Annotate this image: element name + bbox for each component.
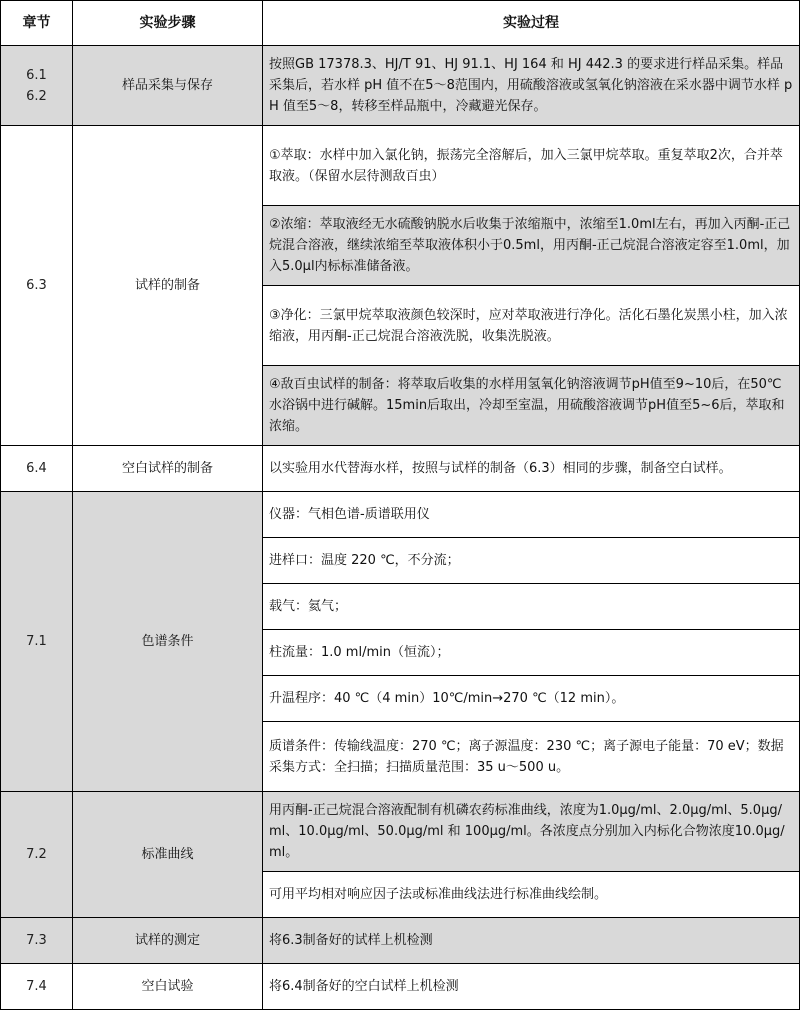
table-row [1, 792, 800, 872]
table-row [1, 964, 800, 1010]
process-cell: 按照GB 17378.3、HJ/T 91、HJ 91.1、HJ 164 和 HJ 442.3 的要求进行样品采集。样品采集后，若水样 pH 值不在5～8范围内，用硫酸溶液或氢氧化钠溶液在采水器中调节水样 pH 值至5～8，转移至样品瓶中，冷藏避光保存。 [263, 46, 800, 126]
process-cell: 仪器：气相色谱-质谱联用仪 [263, 492, 800, 538]
process-cell: ②浓缩：萃取液经无水硫酸钠脱水后收集于浓缩瓶中，浓缩至1.0ml左右，再加入丙酮-正己烷混合溶液，继续浓缩至萃取液体积小于0.5ml，用丙酮-正己烷混合溶液定容至1.0ml，加入5.0μl内标标准储备液。 [263, 206, 800, 286]
process-cell: ④敌百虫试样的制备：将萃取后收集的水样用氢氧化钠溶液调节pH值至9~10后，在50℃水浴锅中进行碱解。15min后取出，冷却至室温，用硫酸溶液调节pH值至5~6后，萃取和浓缩。 [263, 366, 800, 446]
step-cell: 试样的测定 [73, 918, 263, 964]
process-cell: ③净化：三氯甲烷萃取液颜色较深时，应对萃取液进行净化。活化石墨化炭黑小柱，加入浓缩液，用丙酮-正己烷混合溶液洗脱，收集洗脱液。 [263, 286, 800, 366]
section-cell: 7.4 [1, 964, 73, 1010]
process-cell: 柱流量：1.0 ml/min（恒流）； [263, 630, 800, 676]
process-cell: 将6.4制备好的空白试样上机检测 [263, 964, 800, 1010]
section-cell: 7.1 [1, 492, 73, 792]
process-cell: 可用平均相对响应因子法或标准曲线法进行标准曲线绘制。 [263, 872, 800, 918]
section-cell: 7.3 [1, 918, 73, 964]
table-header-row [1, 1, 800, 46]
process-cell: 进样口：温度 220 ℃，不分流； [263, 538, 800, 584]
step-cell: 色谱条件 [73, 492, 263, 792]
process-cell: 质谱条件：传输线温度：270 ℃；离子源温度：230 ℃；离子源电子能量：70 eV；数据采集方式：全扫描；扫描质量范围：35 u～500 u。 [263, 722, 800, 792]
process-cell: ①萃取：水样中加入氯化钠，振荡完全溶解后，加入三氯甲烷萃取。重复萃取2次，合并萃取液。（保留水层待测敌百虫） [263, 126, 800, 206]
step-cell: 空白试验 [73, 964, 263, 1010]
table-row [1, 918, 800, 964]
table-row [1, 126, 800, 206]
process-cell: 以实验用水代替海水样，按照与试样的制备（6.3）相同的步骤，制备空白试样。 [263, 446, 800, 492]
process-cell: 载气：氦气； [263, 584, 800, 630]
step-cell: 空白试样的制备 [73, 446, 263, 492]
header-process: 实验过程 [263, 1, 800, 46]
header-section: 章节 [1, 1, 73, 46]
section-cell: 7.2 [1, 792, 73, 918]
header-step: 实验步骤 [73, 1, 263, 46]
section-cell: 6.4 [1, 446, 73, 492]
section-cell: 6.1 6.2 [1, 46, 73, 126]
process-cell: 用丙酮-正己烷混合溶液配制有机磷农药标准曲线，浓度为1.0μg/ml、2.0μg/ml、5.0μg/ml、10.0μg/ml、50.0μg/ml 和 100μg/ml。各浓度点分别加入内标化合物浓度10.0μg/ml。 [263, 792, 800, 872]
process-cell: 升温程序：40 ℃（4 min）10℃/min→270 ℃（12 min）。 [263, 676, 800, 722]
step-cell: 样品采集与保存 [73, 46, 263, 126]
section-cell: 6.3 [1, 126, 73, 446]
table-row [1, 492, 800, 538]
process-cell: 将6.3制备好的试样上机检测 [263, 918, 800, 964]
step-cell: 标准曲线 [73, 792, 263, 918]
table-row [1, 46, 800, 126]
table-row [1, 446, 800, 492]
step-cell: 试样的制备 [73, 126, 263, 446]
